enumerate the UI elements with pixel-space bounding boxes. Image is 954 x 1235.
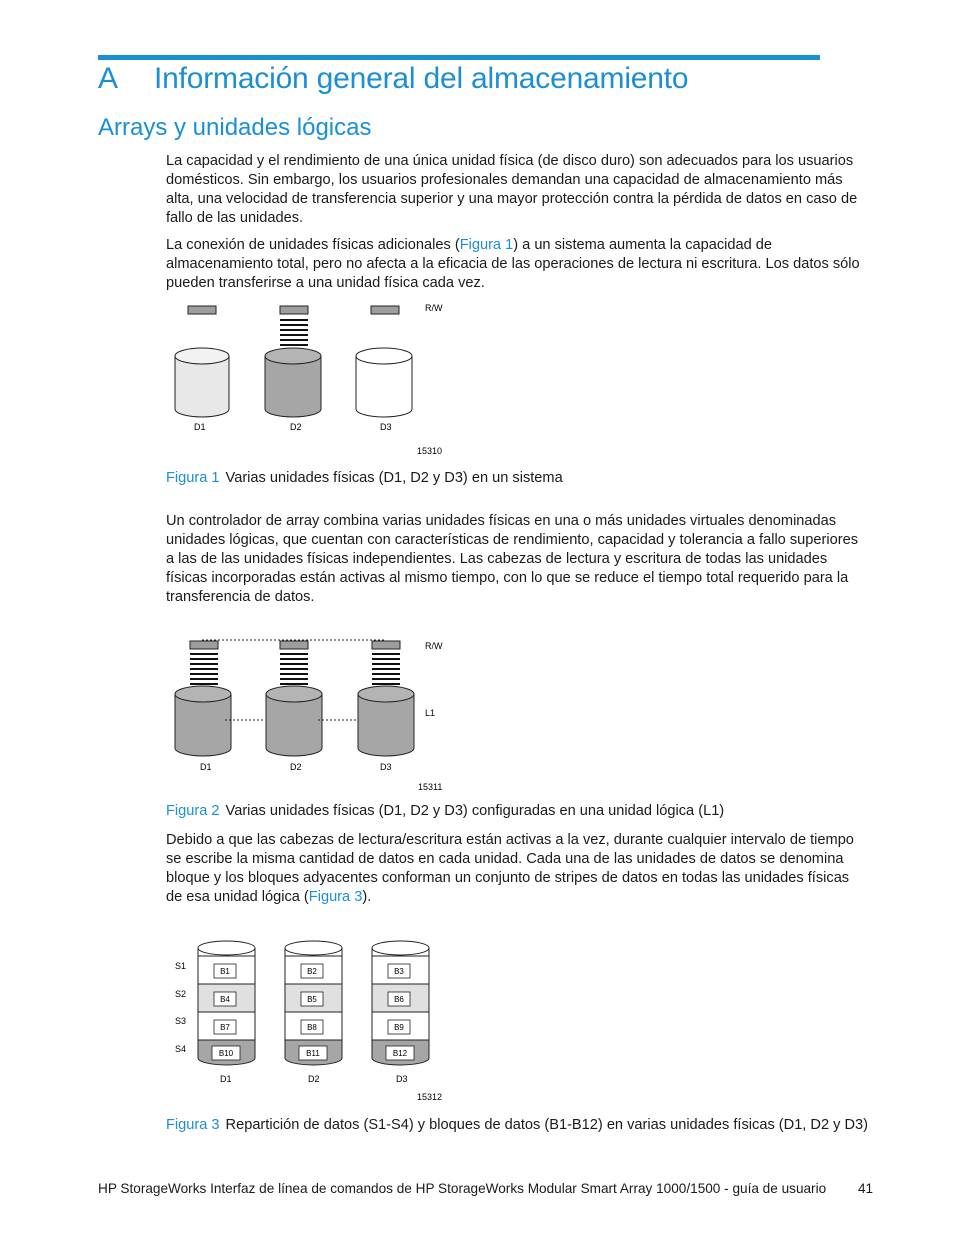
read-write-head [188,306,216,314]
read-write-head [372,641,400,649]
block-label: B9 [394,1023,404,1032]
figure-3-caption [166,1117,868,1133]
logical-unit-label: L1 [425,708,436,718]
block-label: B7 [220,1023,230,1032]
figure-code: 15311 [418,782,443,792]
drive-cylinder [175,686,231,756]
figure-1-caption-text: Varias unidades físicas (D1, D2 y D3) en un sistema [225,470,563,486]
figure-3-diagram [168,936,448,1106]
drive-label: D3 [380,422,392,432]
figure-1-link[interactable]: Figura 1 [459,237,514,253]
block-label: B10 [218,1049,234,1058]
block-label: B11 [306,1049,320,1058]
read-write-head [280,641,308,649]
chapter-rule [98,55,820,60]
block-label: B8 [307,1023,317,1032]
chapter-title-text: Información general del almacenamiento [154,62,689,95]
figure-3-link[interactable]: Figura 3 [308,889,363,905]
figure-code: 15310 [417,446,443,456]
drive-cylinder [358,686,414,756]
drive-label: D3 [396,1074,408,1084]
read-write-head [280,306,308,314]
read-write-head [190,641,218,649]
block-label: B5 [307,995,317,1004]
paragraph-4-text-a: Debido a que las cabezas de lectura/escritura están activas a la vez, durante cualquier intervalo de tiempo se escribe la misma cantidad de datos en cada unidad. Cada una de las unidades de datos se denomina bloque y los bloques adyacentes conforman un conjunto de stripes de datos en todas las unidades físicas de esa unidad lógica ( [166,832,854,905]
rw-label: R/W [425,303,443,313]
figure-1-caption [166,470,563,486]
drive-label: D2 [290,422,302,432]
stripe-label: S3 [175,1016,187,1026]
block-label: B2 [307,967,317,976]
figure-2-diagram [160,632,460,797]
drive-label: D1 [220,1074,232,1084]
paragraph-2 [166,236,866,293]
figure-1-diagram [160,296,460,461]
paragraph-2-text-b: ) a un sistema aumenta la capacidad de almacenamiento total, pero no afecta a la eficacia de las operaciones de lectura ni escritura. Los datos sólo pueden transferirse a una unidad física cada vez. [166,237,860,291]
paragraph-4 [166,831,866,907]
drive-cylinder [266,686,322,756]
paragraph-2-text-a: La conexión de unidades físicas adicionales ( [166,237,460,253]
drive-cylinder [175,348,229,417]
stripe-label: S2 [175,989,187,999]
chapter-letter: A [98,62,118,95]
stripe-label: S1 [175,961,187,971]
paragraph-4-text-b: ). [362,889,372,905]
drive-cylinder [265,348,321,417]
drive-cylinder [356,348,412,417]
figure-2-label: Figura 2 [166,803,220,819]
section-title: Arrays y unidades lógicas [98,114,372,141]
data-transfer-lines [190,654,400,690]
block-label: B12 [392,1049,408,1058]
drive-label: D2 [290,762,302,772]
data-transfer-lines [280,320,308,350]
drive-label: D3 [380,762,392,772]
footer-text: HP StorageWorks Interfaz de línea de comandos de HP StorageWorks Modular Smart Array 1000/1500 - guía de usuario [98,1181,827,1196]
rw-label: R/W [425,641,443,651]
figure-1-label: Figura 1 [166,470,220,486]
figure-3-label: Figura 3 [166,1117,220,1133]
drive-label: D2 [308,1074,320,1084]
figure-3-caption-text: Repartición de datos (S1-S4) y bloques de datos (B1-B12) en varias unidades físicas (D1, D2 y D3) [225,1117,868,1133]
figure-2-caption [166,803,724,819]
page-number: 41 [858,1181,874,1196]
block-label: B4 [220,995,230,1004]
paragraph-3: Un controlador de array combina varias unidades físicas en una o más unidades virtuales denominadas unidades lógicas, que cuentan con características de rendimiento, capacidad y tolerancia a fallo superiores a las de las unidades físicas independientes. Las cabezas de lectura y escritura de todas las unidades físicas incorporadas están activas al mismo tiempo, con lo que se reduce el tiempo total requerido para la transferencia de datos. [166,513,858,605]
block-label: B1 [220,967,230,976]
figure-code: 15312 [417,1092,443,1102]
block-label: B6 [394,995,404,1004]
read-write-head [371,306,399,314]
paragraph-1: La capacidad y el rendimiento de una única unidad física (de disco duro) son adecuados para los usuarios domésticos. Sin embargo, los usuarios profesionales demandan una capacidad de almacenamiento más alta, una velocidad de transferencia superior y una mayor protección contra la pérdida de datos en caso de fallo de las unidades. [166,153,858,226]
drive-label: D1 [194,422,206,432]
figure-2-caption-text: Varias unidades físicas (D1, D2 y D3) configuradas en una unidad lógica (L1) [225,803,725,819]
block-label: B3 [394,967,404,976]
drive-label: D1 [200,762,212,772]
stripe-label: S4 [175,1044,187,1054]
chapter-title [98,62,688,96]
